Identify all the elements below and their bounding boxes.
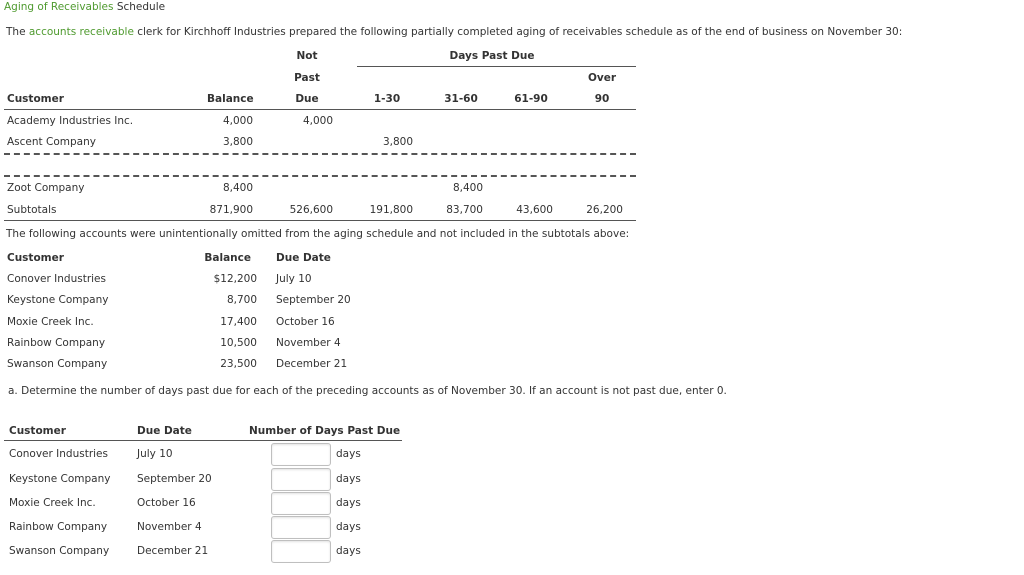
answer-row-due-date: November 4 [137,521,202,533]
subtotal-not-due: 526,600 [289,204,333,216]
omitted-row-balance: $12,200 [213,273,257,285]
days-unit: days [336,497,361,509]
days-unit: days [336,545,361,557]
answer-header-rule [4,440,402,441]
header-31-60: 31-60 [444,93,478,105]
answer-row-customer: Moxie Creek Inc. [9,497,96,509]
aging-row-customer: Zoot Company [7,182,85,194]
title-highlight: Aging of Receivables [4,1,114,13]
subtotal-over-90: 26,200 [586,204,623,216]
days-input-conover[interactable] [271,443,331,466]
aging-row-customer: Ascent Company [7,136,96,148]
omitted-row-due-date: September 20 [276,294,351,306]
subtotal-61-90: 43,600 [516,204,553,216]
header-90: 90 [594,93,610,105]
header-past: Past [294,72,320,84]
aging-row-customer: Subtotals [7,204,57,216]
omitted-row-balance: 17,400 [220,316,257,328]
header-over: Over [587,72,617,84]
omitted-row-customer: Conover Industries [7,273,106,285]
omitted-row-balance: 10,500 [220,337,257,349]
omitted-text: The following accounts were unintentionally omitted from the aging schedule and not included in the subtotals above: [6,228,630,240]
answer-row-customer: Swanson Company [9,545,110,557]
header-due: Due [295,93,319,105]
subtotal-1-30: 191,800 [369,204,413,216]
omitted-row-customer: Rainbow Company [7,337,106,349]
question-a: a. Determine the number of days past due for each of the preceding accounts as of November 30. If an account is not past due, enter 0. [8,385,727,397]
answer-row-customer: Conover Industries [9,448,108,460]
omitted-row-due-date: July 10 [276,273,312,285]
aging-row-customer: Academy Industries Inc. [7,115,134,127]
days-input-keystone[interactable] [271,468,331,491]
subtotal-31-60: 83,700 [446,204,483,216]
page-title [4,1,165,13]
days-input-swanson[interactable] [271,540,331,563]
aging-row-1-30: 3,800 [382,136,413,148]
omitted-row-due-date: October 16 [276,316,335,328]
days-input-moxie[interactable] [271,492,331,515]
days-unit: days [336,521,361,533]
answer-row-due-date: October 16 [137,497,196,509]
subtotal-balance: 871,900 [209,204,253,216]
aging-row-balance: 8,400 [222,182,253,194]
omitted-header-customer: Customer [7,252,64,264]
days-past-due-underline [357,66,636,67]
days-unit: days [336,448,361,460]
answer-header-due-date: Due Date [137,425,192,437]
omitted-header-due-date: Due Date [276,252,331,264]
answer-header-customer: Customer [9,425,66,437]
intro-text [6,26,902,38]
subtotal-rule [4,220,636,221]
intro-before: The [6,26,29,38]
intro-after: clerk for Kirchhoff Industries prepared the following partially completed aging of receivables schedule as of the end of business on November 30: [133,26,903,38]
omitted-row-customer: Keystone Company [7,294,109,306]
header-balance: Balance [207,93,254,105]
aging-row-balance: 3,800 [222,136,253,148]
answer-row-customer: Rainbow Company [9,521,108,533]
omitted-row-customer: Moxie Creek Inc. [7,316,94,328]
omission-break-top [4,153,636,155]
header-1-30: 1-30 [373,93,401,105]
header-rule [4,109,636,110]
answer-row-due-date: December 21 [137,545,209,557]
title-rest: Schedule [113,1,166,13]
header-not: Not [296,50,318,62]
omission-break-bottom [4,175,636,177]
header-61-90: 61-90 [514,93,548,105]
header-customer: Customer [7,93,64,105]
answer-row-customer: Keystone Company [9,473,111,485]
aging-row-not-due: 4,000 [302,115,333,127]
omitted-row-due-date: December 21 [276,358,348,370]
days-input-rainbow[interactable] [271,516,331,539]
omitted-row-balance: 8,700 [226,294,257,306]
omitted-row-customer: Swanson Company [7,358,108,370]
accounts-receivable-link[interactable]: accounts receivable [28,26,134,38]
omitted-header-balance: Balance [204,252,251,264]
aging-row-balance: 4,000 [222,115,253,127]
days-unit: days [336,473,361,485]
header-days-past-due: Days Past Due [449,50,535,62]
answer-row-due-date: July 10 [137,448,173,460]
answer-row-due-date: September 20 [137,473,212,485]
answer-header-days: Number of Days Past Due [249,425,401,437]
omitted-row-balance: 23,500 [220,358,257,370]
omitted-row-due-date: November 4 [276,337,341,349]
aging-row-31-60: 8,400 [452,182,483,194]
